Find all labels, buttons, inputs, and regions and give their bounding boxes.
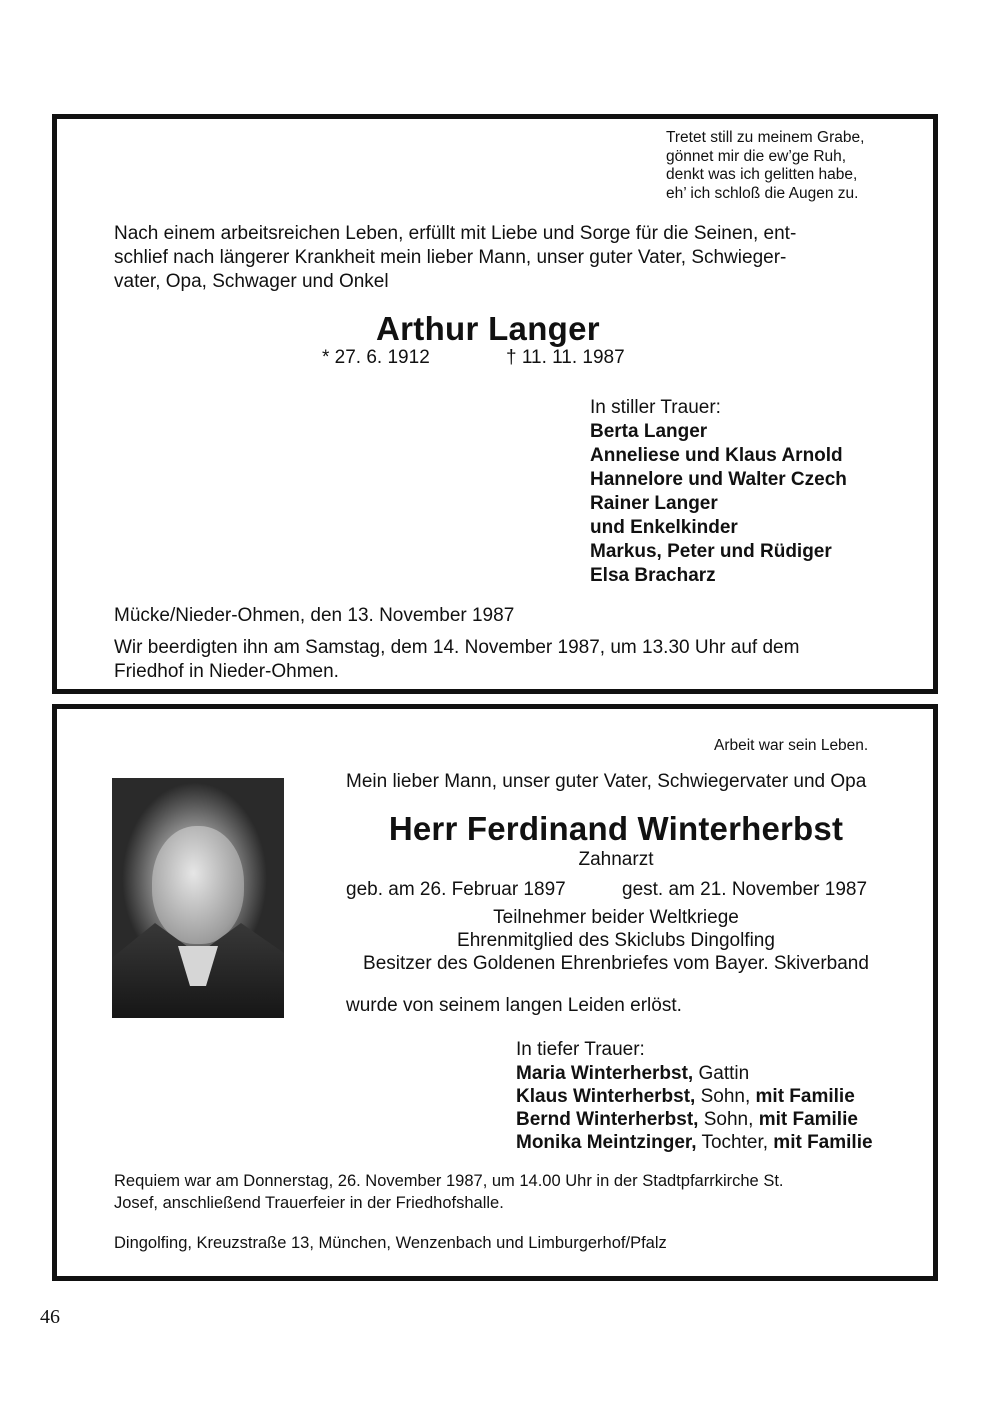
death-date-2: gest. am 21. November 1987	[622, 879, 868, 900]
list-item: Hannelore und Walter Czech	[590, 469, 847, 490]
list-item: Besitzer des Goldenen Ehrenbriefes vom Bayer. Skiverband	[363, 953, 869, 974]
list-item: Rainer Langer	[590, 493, 718, 514]
list-item: Elsa Bracharz	[590, 565, 716, 586]
mourning-label-2: In tiefer Trauer:	[516, 1039, 645, 1060]
honors-list	[346, 906, 886, 975]
intro-text: Nach einem arbeitsreichen Leben, erfüllt mit Liebe und Sorge für die Seinen, ent- schlief nach längerer Krankheit mein lieber Mann, unser guter Vater, Schwieger- vater, Opa, Schwager und Onkel	[114, 223, 797, 292]
list-item: Klaus Winterherbst, Sohn, mit Familie	[516, 1086, 855, 1107]
profession: Zahnarzt	[578, 849, 654, 870]
intro-text-2: Mein lieber Mann, unser guter Vater, Schwiegervater und Opa	[346, 771, 867, 792]
list-item: Maria Winterherbst, Gattin	[516, 1063, 750, 1084]
list-item: Ehrenmitglied des Skiclubs Dingolfing	[457, 930, 775, 951]
page-number: 46	[40, 1306, 60, 1328]
birth-date: * 27. 6. 1912	[322, 347, 430, 368]
motto: Arbeit war sein Leben.	[714, 737, 869, 754]
portrait-photo	[112, 778, 284, 1018]
released-text: wurde von seinem langen Leiden erlöst.	[346, 995, 682, 1016]
mourners-list	[590, 420, 930, 588]
deceased-name: Arthur Langer	[376, 310, 600, 347]
list-item: Markus, Peter und Rüdiger	[590, 541, 832, 562]
places-text: Dingolfing, Kreuzstraße 13, München, Wenzenbach und Limburgerhof/Pfalz	[114, 1234, 667, 1252]
death-date: † 11. 11. 1987	[506, 347, 625, 368]
poem-verse: Tretet still zu meinem Grabe, gönnet mir die ew’ge Ruh, denkt was ich gelitten habe, eh’ ich schloß die Augen zu.	[666, 129, 865, 202]
list-item: Berta Langer	[590, 421, 708, 442]
birth-date-2: geb. am 26. Februar 1897	[346, 879, 566, 900]
list-item: Monika Meintzinger, Tochter, mit Familie	[516, 1132, 873, 1153]
mourning-label: In stiller Trauer:	[590, 397, 721, 418]
place-date: Mücke/Nieder-Ohmen, den 13. November 1987	[114, 605, 515, 626]
list-item: Bernd Winterherbst, Sohn, mit Familie	[516, 1109, 858, 1130]
deceased-name-2: Herr Ferdinand Winterherbst	[388, 810, 844, 847]
burial-text: Wir beerdigten ihn am Samstag, dem 14. November 1987, um 13.30 Uhr auf dem Friedhof in Nieder-Ohmen.	[114, 637, 800, 682]
requiem-text: Requiem war am Donnerstag, 26. November 1987, um 14.00 Uhr in der Stadtpfarrkirche St. Josef, anschließend Trauerfeier in der Friedhofshalle.	[114, 1172, 784, 1212]
list-item: Anneliese und Klaus Arnold	[590, 445, 843, 466]
mourners-list-2	[516, 1062, 916, 1154]
list-item: Teilnehmer beider Weltkriege	[493, 907, 739, 928]
list-item: und Enkelkinder	[590, 517, 738, 538]
